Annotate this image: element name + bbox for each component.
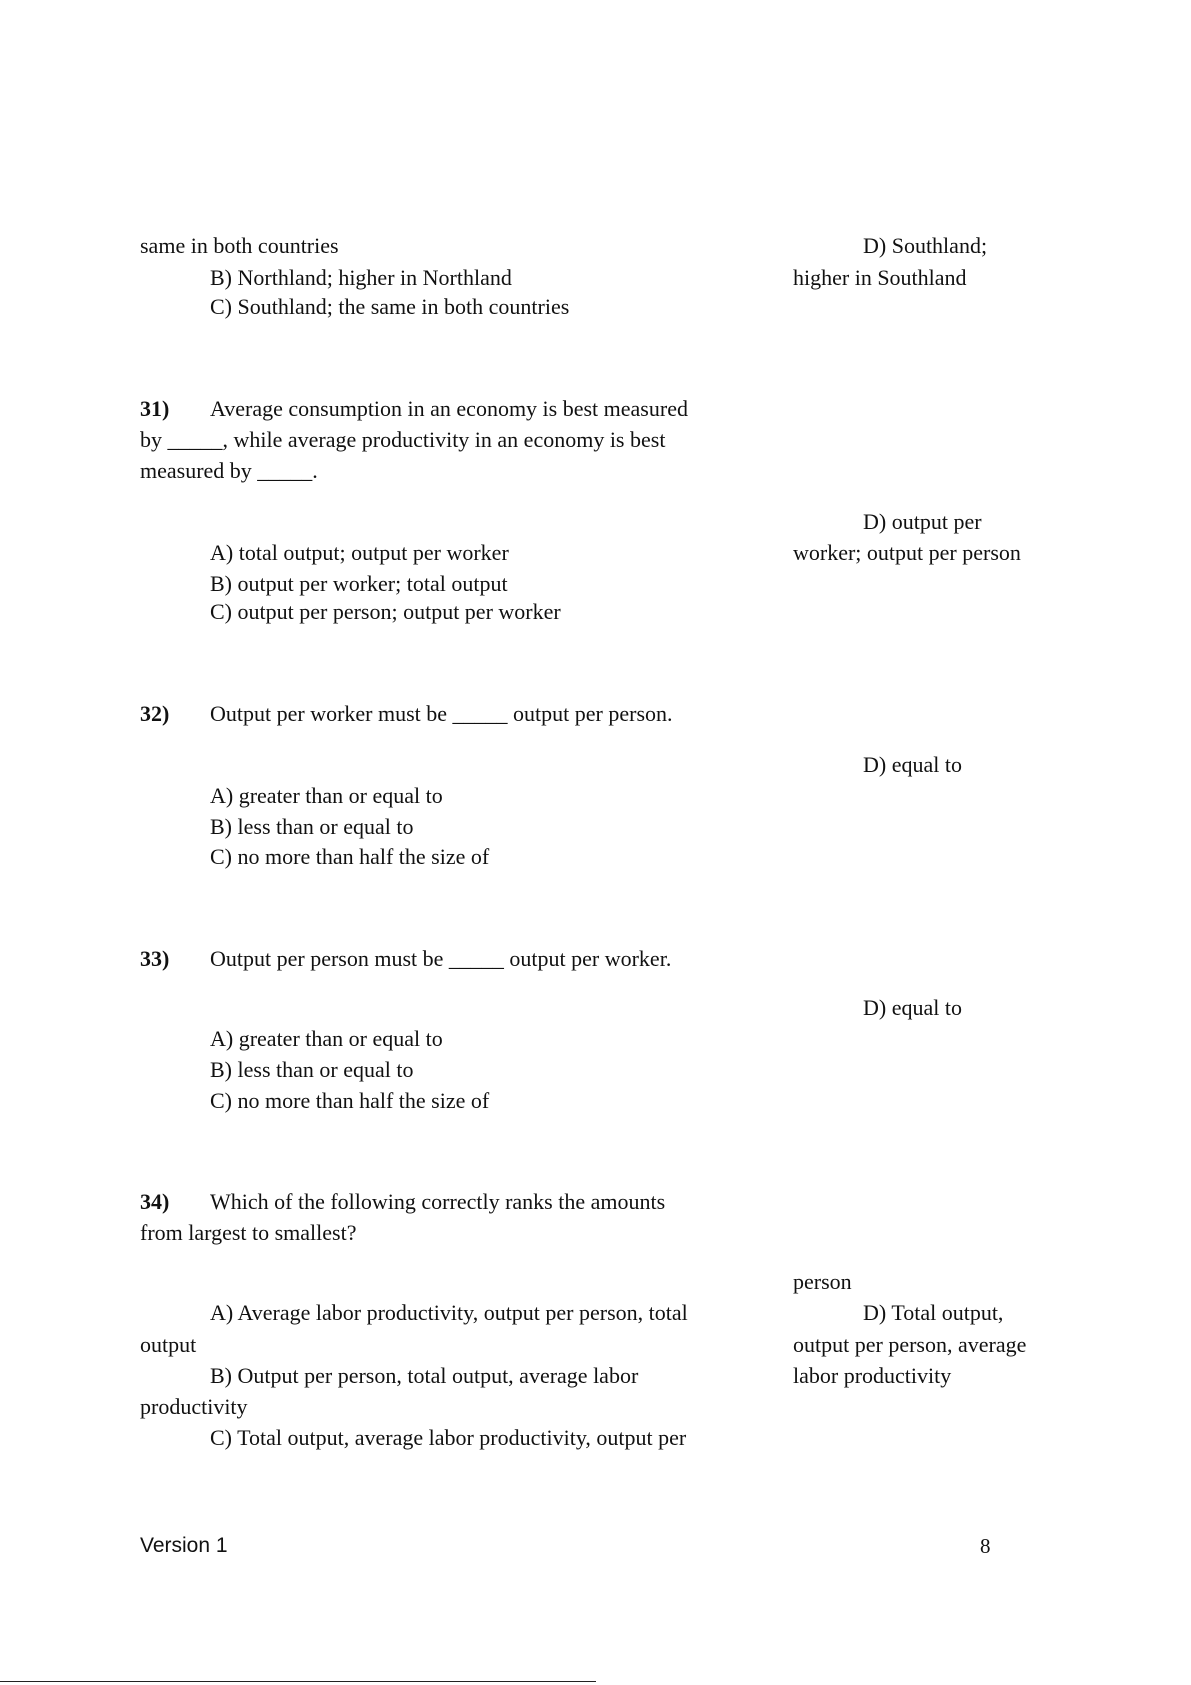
q34-option-a-line1: A) Average labor productivity, output per person, total [210, 1300, 688, 1325]
q32-stem: Output per worker must be _____ output per person. [210, 701, 673, 726]
q31-option-d-line1: D) output per [863, 509, 982, 534]
q34-option-d-line3: labor productivity [793, 1363, 952, 1388]
q32-option-a: A) greater than or equal to [210, 783, 443, 808]
q31-option-a: A) total output; output per worker [210, 540, 509, 565]
page-bottom-rule [0, 1681, 596, 1682]
q34-number: 34) [140, 1189, 170, 1214]
q31-option-c: C) output per person; output per worker [210, 599, 561, 624]
q32-number: 32) [140, 701, 170, 726]
q34-option-d-line2: output per person, average [793, 1332, 1027, 1357]
q34-option-d-line1: D) Total output, [863, 1300, 1004, 1325]
q32-option-c: C) no more than half the size of [210, 844, 490, 869]
q31-stem-line1: Average consumption in an economy is best measured [210, 396, 688, 421]
q34-option-c-line2: person [793, 1269, 852, 1294]
q34-option-b-line1: B) Output per person, total output, average labor [210, 1363, 639, 1388]
q33-stem: Output per person must be _____ output per worker. [210, 946, 672, 971]
q32-option-d: D) equal to [863, 752, 962, 777]
q33-option-a: A) greater than or equal to [210, 1026, 443, 1051]
q34-option-b-line2: productivity [140, 1394, 248, 1419]
q31-option-b: B) output per worker; total output [210, 571, 508, 596]
footer-page-number: 8 [980, 1534, 991, 1558]
footer-version: Version 1 [140, 1534, 228, 1557]
q30-option-c: C) Southland; the same in both countries [210, 294, 570, 319]
q31-option-d-line2: worker; output per person [793, 540, 1021, 565]
q33-option-d: D) equal to [863, 995, 962, 1020]
q34-option-a-line2: output [140, 1332, 197, 1357]
q34-stem-line1: Which of the following correctly ranks the amounts [210, 1189, 666, 1214]
q31-number: 31) [140, 396, 170, 421]
q34-option-c-line1: C) Total output, average labor productivity, output per [210, 1425, 687, 1450]
q31-stem-line2: by _____, while average productivity in an economy is best [140, 427, 666, 452]
q31-stem-line3: measured by _____. [140, 458, 318, 483]
q33-option-b: B) less than or equal to [210, 1057, 414, 1082]
q30-option-a-continued: same in both countries [140, 233, 339, 258]
q34-stem-line2: from largest to smallest? [140, 1220, 357, 1245]
q30-option-b: B) Northland; higher in Northland [210, 265, 512, 290]
q30-option-d-line1: D) Southland; [863, 233, 988, 258]
q30-option-d-line2: higher in Southland [793, 265, 967, 290]
q32-option-b: B) less than or equal to [210, 814, 414, 839]
q33-number: 33) [140, 946, 170, 971]
q33-option-c: C) no more than half the size of [210, 1088, 490, 1113]
